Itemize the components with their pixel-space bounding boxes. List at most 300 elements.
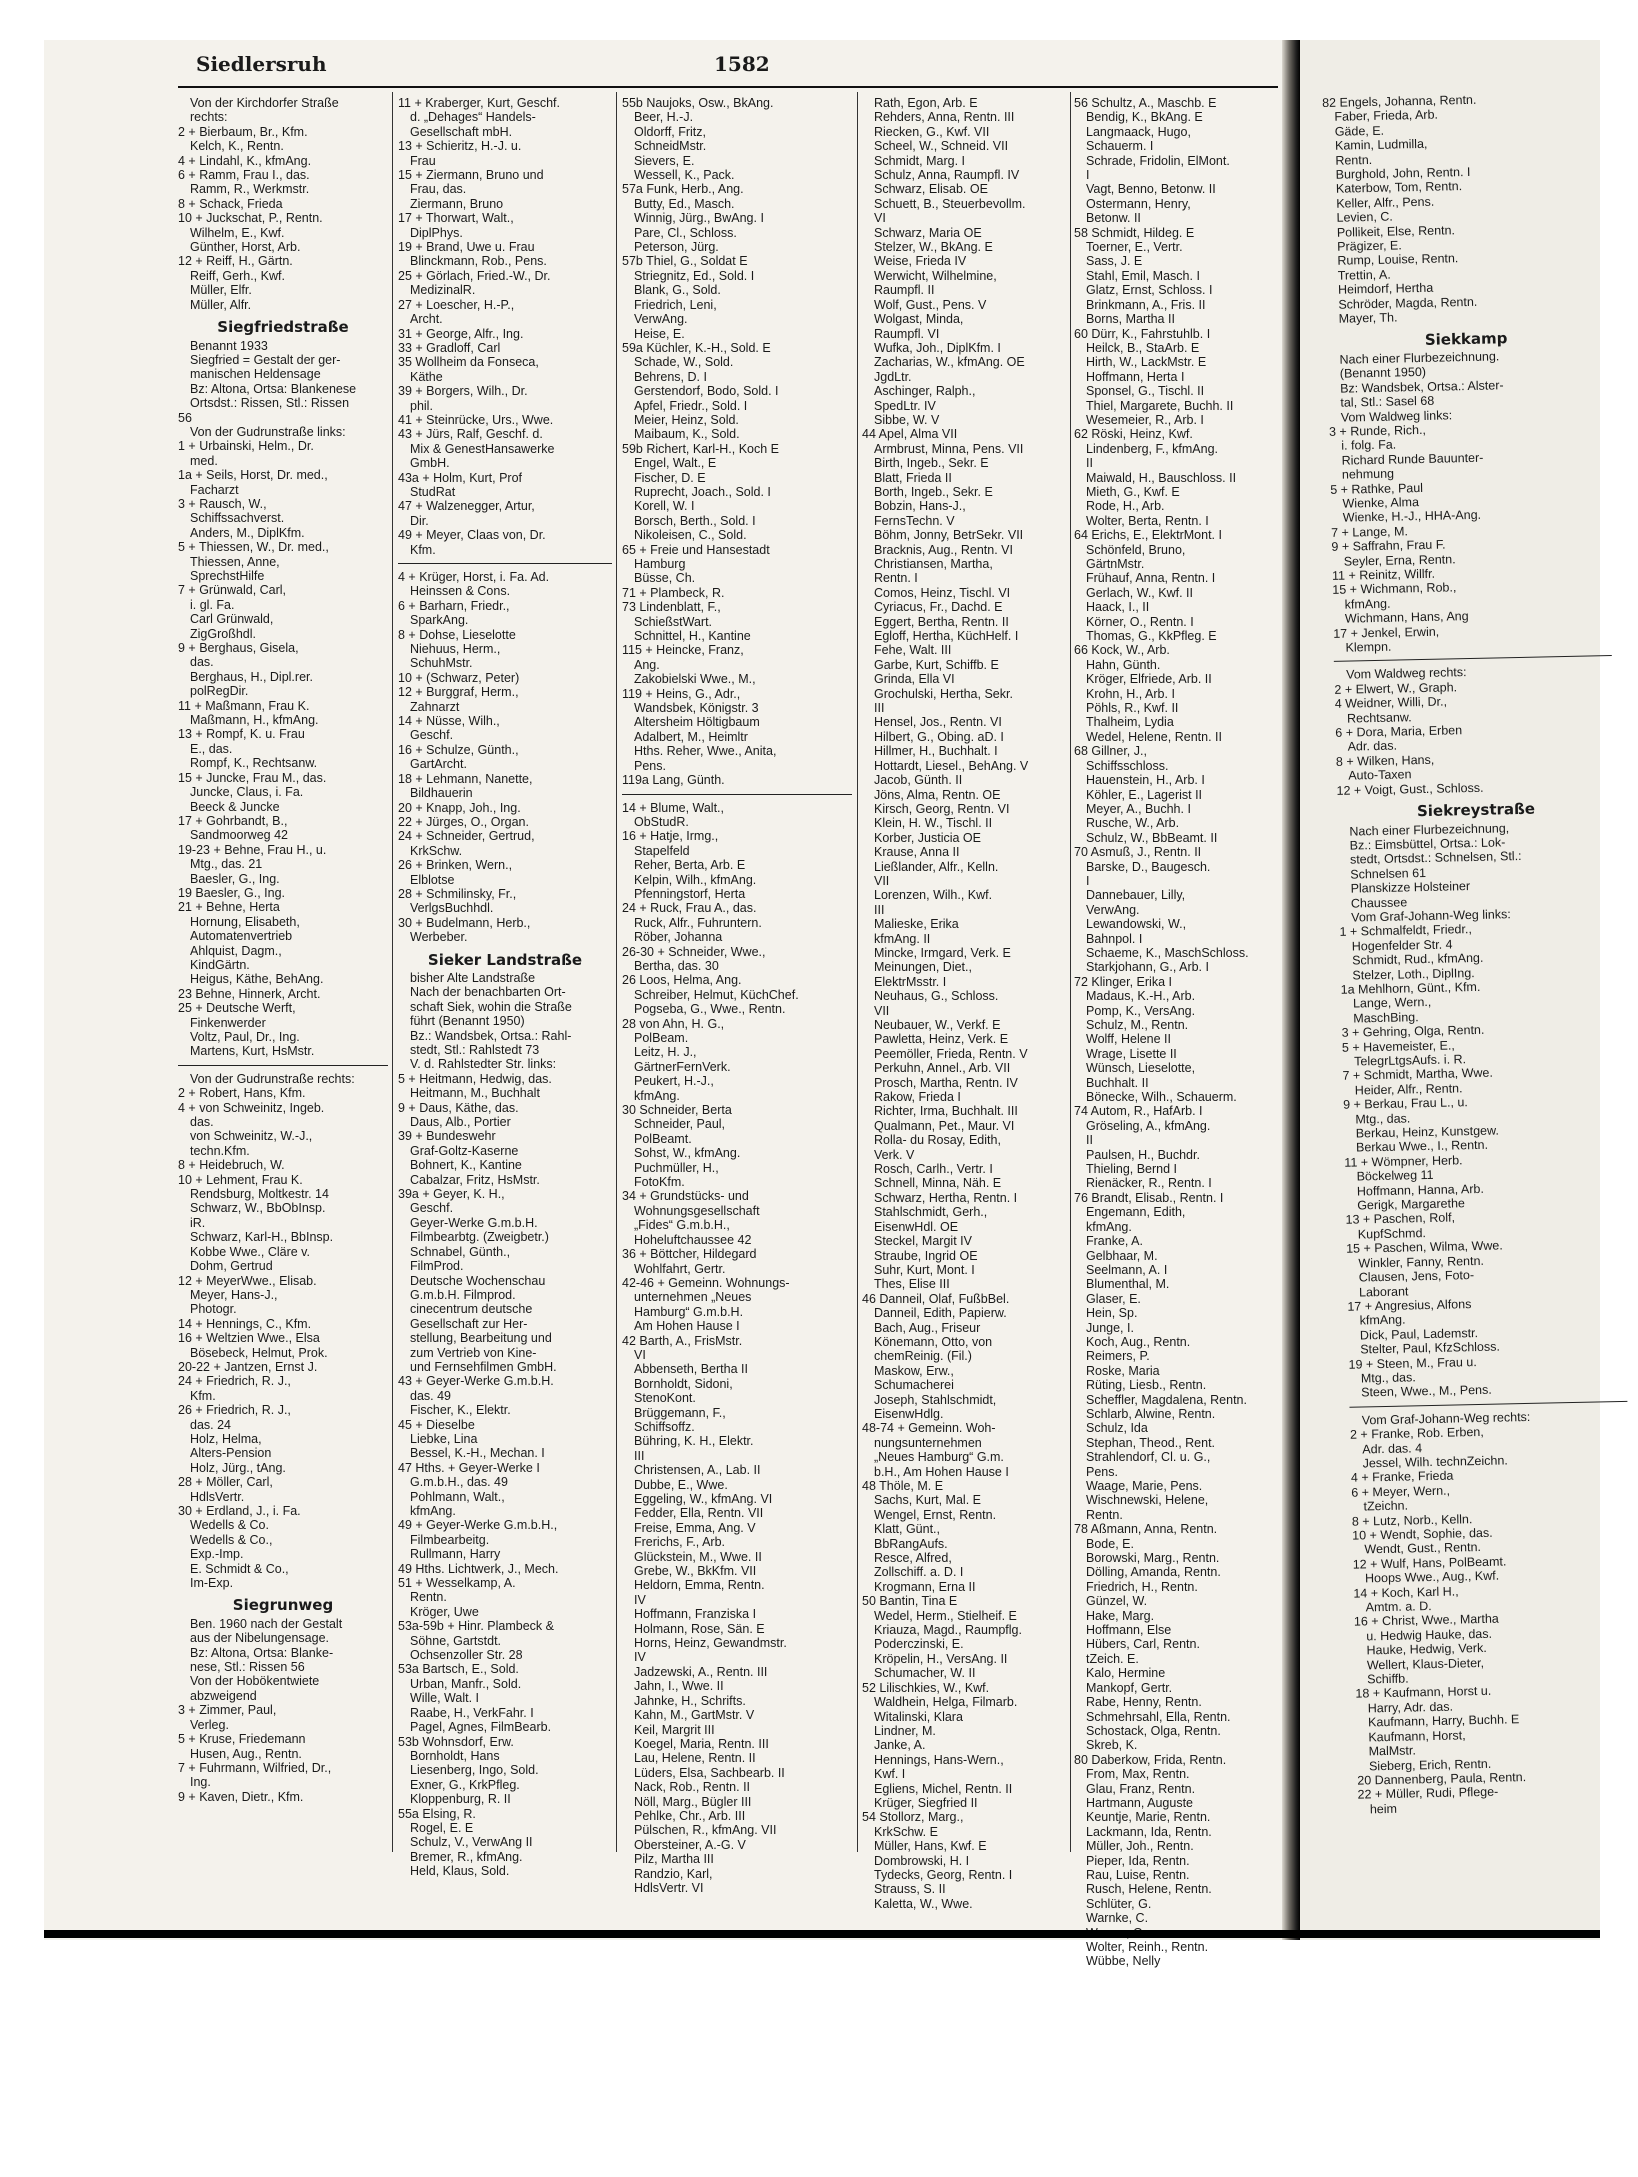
directory-entry: Schwarz, Karl-H., BbInsp. (190, 1230, 334, 1245)
directory-entry: Rakow, Frieda I (874, 1090, 961, 1105)
directory-entry: Liebke, Lina (410, 1431, 478, 1446)
directory-entry: Vom Waldweg rechts: (1345, 665, 1467, 683)
directory-entry: 5 + Kruse, Friedemann (178, 1732, 306, 1747)
directory-entry: Schmidt, Rud., kfmAng. (1351, 950, 1484, 968)
directory-entry: Winnig, Jürg., BwAng. I (634, 211, 764, 226)
directory-entry: Fedder, Ella, Rentn. VII (634, 1506, 764, 1521)
directory-entry: Bohnert, K., Kantine (410, 1158, 522, 1173)
directory-entry: Liesenberg, Ingo, Sold. (410, 1763, 539, 1778)
directory-entry: Maskow, Erw., (874, 1363, 954, 1378)
directory-entry: Wrage, Lisette II (1086, 1046, 1177, 1061)
directory-entry: Pare, Cl., Schloss. (634, 225, 737, 240)
directory-entry: Rau, Luise, Rentn. (1086, 1867, 1190, 1882)
directory-entry: Berkau, Heinz, Kunstgew. (1355, 1123, 1499, 1141)
directory-entry: 3 + Rausch, W., (178, 496, 267, 511)
directory-entry: Hennings, Hans-Wern., (874, 1752, 1004, 1767)
directory-entry: Thalheim, Lydia (1086, 715, 1174, 730)
directory-entry: 47 + Walzenegger, Artur, (398, 499, 535, 514)
directory-entry: EisenwHdl. OE (874, 1219, 959, 1234)
directory-entry: Katerbow, Tom, Rentn. (1335, 179, 1463, 197)
directory-entry: StenoKont. (634, 1391, 696, 1406)
directory-entry: Holz, Jürg., tAng. (190, 1460, 286, 1475)
directory-entry: G.m.b.H., das. 49 (410, 1475, 508, 1490)
directory-entry: Söhne, Gartstdt. (410, 1633, 502, 1648)
section-rule (398, 563, 612, 564)
directory-entry: Egliens, Michel, Rentn. II (874, 1781, 1013, 1796)
directory-entry: 3 + Gehring, Olga, Rentn. (1341, 1022, 1485, 1040)
directory-entry: Von der Gudrunstraße rechts: (190, 1071, 355, 1086)
book-gutter (1282, 40, 1300, 1940)
directory-entry: tal, Stl.: Sasel 68 (1340, 393, 1435, 410)
directory-entry: Mankopf, Gertr. (1086, 1680, 1173, 1695)
directory-entry: E., das. (190, 741, 233, 756)
directory-entry: Trettin, A. (1337, 267, 1391, 283)
directory-entry: Hamburg“ G.m.b.H. (634, 1304, 744, 1319)
directory-entry: Kwf. I (874, 1767, 906, 1782)
directory-entry: ElektrMsstr. I (874, 974, 947, 989)
directory-entry: Verleg. (190, 1717, 229, 1732)
directory-entry: Nöll, Marg., Bügler III (634, 1794, 752, 1809)
directory-column-3 (622, 96, 852, 1906)
directory-entry: Rendsburg, Moltkestr. 14 (190, 1187, 329, 1202)
directory-entry: Amtm. a. D. (1365, 1599, 1432, 1615)
directory-entry: Schmehrsahl, Ella, Rentn. (1086, 1709, 1231, 1724)
directory-entry: Holz, Helma, (190, 1431, 262, 1446)
directory-entry: IV (634, 1650, 646, 1665)
directory-entry: 12 + Reiff, H., Gärtn. (178, 254, 293, 269)
directory-entry: tZeichn. (1363, 1498, 1409, 1514)
directory-entry: Buchhalt. II (1086, 1075, 1149, 1090)
directory-entry: Rump, Louise, Rentn. (1337, 251, 1459, 269)
directory-entry: Bz: Wandsbek, Ortsa.: Alster- (1339, 377, 1504, 396)
directory-entry: Mtg., das. (1355, 1111, 1411, 1127)
directory-entry: 60 Dürr, K., Fahrstuhlb. I (1074, 326, 1211, 341)
directory-entry: Röber, Johanna (634, 930, 723, 945)
directory-entry: Schiffssachverst. (190, 511, 285, 526)
directory-entry: Dannebauer, Lilly, (1086, 888, 1186, 903)
directory-entry: Müller, Elfr. (190, 283, 252, 298)
directory-entry: Sohst, W., kfmAng. (634, 1146, 741, 1161)
column-divider (616, 92, 617, 1852)
directory-entry: Im-Exp. (190, 1576, 234, 1591)
directory-entry: G.m.b.H. Filmprod. (410, 1287, 516, 1302)
directory-entry: med. (190, 453, 218, 468)
directory-entry: nungsunternehmen (874, 1435, 982, 1450)
column-divider (392, 92, 393, 1852)
directory-entry: i. folg. Fa. (1341, 437, 1397, 454)
directory-entry: Photogr. (190, 1302, 237, 1317)
directory-entry: Lackmann, Ida, Rentn. (1086, 1824, 1212, 1839)
directory-entry: PolBeamt. (634, 1131, 692, 1146)
directory-entry: Schnittel, H., Kantine (634, 629, 751, 644)
directory-entry: Scheffler, Magdalena, Rentn. (1086, 1392, 1247, 1407)
directory-entry: Waldhein, Helga, Filmarb. (874, 1695, 1018, 1710)
directory-entry: 17 + Thorwart, Walt., (398, 211, 514, 226)
directory-column-4 (862, 96, 1068, 1911)
directory-entry: Bendig, K., BkAng. E (1086, 110, 1203, 125)
directory-entry: 16 + Christ, Wwe., Martha (1353, 1612, 1499, 1630)
directory-entry: Geschf. (410, 728, 454, 743)
directory-entry: 43 + Jürs, Ralf, Geschf. d. (398, 427, 543, 442)
directory-entry: 55a Elsing, R. (398, 1806, 476, 1821)
directory-entry: Juncke, Claus, i. Fa. (190, 785, 304, 800)
directory-entry: Wohlfahrt, Gertr. (634, 1261, 726, 1276)
directory-entry: Körner, O., Rentn. I (1086, 614, 1194, 629)
directory-entry: 8 + Schack, Frieda (178, 196, 283, 211)
directory-entry: PolBeam. (634, 1031, 689, 1045)
directory-entry: 2 + Franke, Rob. Erben, (1349, 1425, 1484, 1442)
directory-entry: Lange, Wern., (1352, 995, 1432, 1011)
directory-entry: kfmAng. II (874, 931, 931, 946)
directory-entry: Pfenningstorf, Herta (634, 886, 746, 901)
directory-entry: Bahnpol. I (1086, 931, 1143, 946)
directory-entry: Rentn. (1335, 152, 1373, 168)
directory-entry: 66 Kock, W., Arb. (1074, 643, 1170, 658)
directory-entry: Heider, Alfr., Rentn. (1354, 1081, 1463, 1098)
directory-entry: 41 + Steinrücke, Urs., Wwe. (398, 412, 554, 427)
directory-entry: 119 + Heins, G., Adr., (622, 686, 741, 701)
directory-entry: Jadzewski, A., Rentn. III (634, 1664, 768, 1679)
directory-entry: Urban, Manfr., Sold. (410, 1676, 522, 1691)
directory-entry: 17 + Gohrbandt, B., (178, 813, 288, 828)
directory-entry: Bz.: Eimsbüttel, Ortsa.: Lok- (1349, 835, 1506, 853)
directory-entry: 15 + Paschen, Wilma, Wwe. (1346, 1238, 1503, 1257)
directory-entry: 57b Thiel, G., Soldat E (622, 254, 748, 269)
directory-entry: Mix & GenestHansawerke (410, 441, 555, 456)
section-rule (1349, 1401, 1627, 1408)
directory-entry: Reher, Berta, Arb. E (634, 858, 746, 873)
directory-entry: „Neues Hamburg“ G.m. (874, 1450, 1004, 1465)
directory-entry: Mayer, Th. (1338, 310, 1398, 326)
directory-entry: KindGärtn. (190, 957, 250, 972)
directory-entry: 42-46 + Gemeinn. Wohnungs- (622, 1275, 790, 1290)
directory-entry: Kröger, Uwe (410, 1604, 479, 1619)
directory-entry: Grinda, Ella VI (874, 672, 955, 687)
directory-entry: Hake, Marg. (1086, 1608, 1155, 1623)
directory-entry: Vom Graf-Johann-Weg links: (1351, 907, 1511, 925)
directory-entry: MedizinalR. (410, 283, 476, 298)
directory-entry: Eggert, Bertha, Rentn. II (874, 614, 1009, 629)
directory-entry: iR. (190, 1215, 206, 1230)
directory-entry: Elblotse (410, 872, 455, 887)
directory-entry: Graf-Goltz-Kaserne (410, 1143, 519, 1158)
directory-entry: Günther, Horst, Arb. (190, 240, 301, 255)
directory-entry: III (874, 701, 885, 716)
directory-entry: 62 Röski, Heinz, Kwf. (1074, 427, 1193, 442)
directory-entry: IV (634, 1592, 646, 1607)
directory-entry: Automatenvertrieb (190, 929, 293, 944)
directory-entry: Hensel, Jos., Rentn. VI (874, 715, 1002, 730)
directory-entry: 14 + Blume, Walt., (622, 800, 725, 815)
directory-entry: Thomas, G., KkPfleg. E (1086, 629, 1217, 644)
directory-entry: 53a Bartsch, E., Sold. (398, 1662, 519, 1677)
directory-entry: Bach, Aug., Friseur (874, 1320, 981, 1335)
directory-entry: TelegrLtgsAufs. i. R. (1354, 1052, 1467, 1069)
directory-entry: ObStudR. (634, 814, 689, 829)
directory-entry: 26 + Brinken, Wern., (398, 858, 513, 873)
directory-entry: Scheel, W., Schneid. VII (874, 139, 1009, 154)
directory-entry: Steen, Wwe., M., Pens. (1361, 1383, 1492, 1400)
directory-entry: Borowski, Marg., Rentn. (1086, 1551, 1220, 1566)
directory-entry: 30 Schneider, Berta (622, 1103, 732, 1118)
directory-entry: 25 + Deutsche Werft, (178, 1001, 296, 1016)
directory-entry: Wichmann, Hans, Ang (1344, 609, 1469, 626)
directory-entry: FilmProd. (410, 1259, 464, 1274)
directory-entry: 6 + Meyer, Wern., (1351, 1483, 1451, 1500)
directory-entry: Wedells & Co. (190, 1518, 269, 1533)
directory-entry: Wolter, Berta, Rentn. I (1086, 513, 1209, 528)
directory-entry: Neubauer, W., Verkf. E (874, 1018, 1001, 1032)
directory-entry: Hoffmann, Else (1086, 1623, 1172, 1638)
directory-entry: Heitmann, M., Buchhalt (410, 1086, 540, 1101)
directory-entry: 35 Wollheim da Fonseca, (398, 355, 539, 370)
directory-entry: 58 Schmidt, Hildeg. E (1074, 225, 1195, 240)
directory-entry: V. d. Rahlstedter Str. links: (410, 1057, 557, 1072)
directory-entry: 54 Stollorz, Marg., (862, 1810, 964, 1825)
directory-entry: 15 + Ziermann, Bruno und (398, 168, 544, 183)
directory-entry: Fischer, D. E (634, 470, 706, 485)
directory-entry: 6 + Barharn, Friedr., (398, 598, 510, 613)
directory-entry: 9 + Berkau, Frau L., u. (1342, 1095, 1468, 1112)
directory-entry: 16 + Hatje, Irmg., (622, 829, 719, 844)
directory-entry: Wohnungsgesellschaft (634, 1203, 760, 1218)
directory-entry: Rentn. I (874, 571, 918, 586)
directory-entry: 5 + Rathke, Paul (1330, 480, 1424, 497)
directory-entry: Hottardt, Liesel., BehAng. V (874, 758, 1029, 773)
directory-entry: Schiffsoffz. (634, 1419, 695, 1434)
directory-column-5 (1074, 96, 1282, 1969)
directory-entry: Wellert, Klaus-Dieter, (1366, 1655, 1485, 1673)
directory-entry: HdlsVertr. (190, 1489, 245, 1504)
directory-entry: 43 + Geyer-Werke G.m.b.H. (398, 1374, 554, 1389)
directory-entry: 20-22 + Jantzen, Ernst J. (178, 1359, 318, 1374)
directory-entry: KrkSchw. (410, 843, 463, 858)
directory-entry: 76 Brandt, Elisab., Rentn. I (1074, 1190, 1224, 1205)
directory-entry: Planskizze Holsteiner (1350, 879, 1471, 896)
directory-entry: Langmaack, Hugo, (1086, 124, 1191, 139)
directory-entry: Pöhls, R., Kwf. II (1086, 701, 1179, 716)
directory-entry: Kfm. (410, 542, 436, 557)
street-heading: Siekreystraße (1416, 799, 1536, 821)
directory-entry: Cabalzar, Fritz, HsMstr. (410, 1172, 540, 1187)
directory-entry: Chaussee (1350, 894, 1408, 911)
directory-entry: 119a Lang, Günth. (622, 773, 725, 788)
directory-entry: 73 Lindenblatt, F., (622, 600, 721, 615)
directory-entry: Riecken, G., Kwf. VII (874, 124, 990, 139)
directory-entry: I (1086, 168, 1090, 183)
directory-entry: GmbH. (410, 456, 450, 471)
directory-entry: 13 + Schieritz, H.-J. u. (398, 139, 522, 154)
directory-entry: 34 + Grundstücks- und (622, 1189, 749, 1204)
directory-entry: 49 + Geyer-Werke G.m.b.H., (398, 1518, 558, 1533)
directory-entry: VII (874, 1003, 890, 1018)
directory-entry: Zacharias, W., kfmAng. OE (874, 355, 1025, 370)
directory-entry: Behrens, D. I (634, 369, 707, 384)
directory-entry: Mieth, G., Kwf. E (1086, 484, 1180, 499)
directory-entry: Haack, I., II (1086, 600, 1150, 615)
directory-entry: Kröger, Elfriede, Arb. II (1086, 672, 1212, 687)
directory-entry: VerlgsBuchhdl. (410, 901, 494, 916)
directory-entry: Wendt, Gust., Rentn. (1364, 1540, 1482, 1557)
directory-entry: manischen Heldensage (190, 367, 321, 382)
directory-entry: HdlsVertr. VI (634, 1880, 704, 1895)
directory-entry: Pülschen, R., kfmAng. VII (634, 1823, 777, 1838)
directory-entry: Alters-Pension (190, 1446, 272, 1461)
directory-entry: Könemann, Otto, von (874, 1334, 993, 1349)
directory-entry: stedt, Ortsdst.: Schnelsen, Stl.: (1349, 849, 1522, 867)
directory-entry: Richter, Irma, Buchhalt. III (874, 1104, 1018, 1119)
directory-entry: Exp.-Imp. (190, 1547, 244, 1562)
directory-entry: 59b Richert, Karl-H., Koch E (622, 441, 780, 456)
directory-entry: MalMstr. (1368, 1743, 1417, 1759)
directory-entry: Klatt, Günt., (874, 1522, 941, 1537)
directory-entry: 12 + Voigt, Gust., Schloss. (1336, 780, 1484, 798)
directory-entry: Stahl, Emil, Masch. I (1086, 268, 1200, 283)
directory-entry: Dohm, Gertrud (190, 1259, 273, 1274)
directory-entry: 10 + Lehment, Frau K. (178, 1172, 303, 1187)
directory-entry: 72 Klinger, Erika I (1074, 974, 1172, 989)
directory-entry: Kriauza, Magd., Raumpflg. (874, 1623, 1022, 1638)
directory-entry: Sass, J. E (1086, 254, 1143, 269)
directory-entry: Rullmann, Harry (410, 1547, 501, 1562)
directory-entry: 22 + Müller, Rudi, Pflege- (1357, 1784, 1499, 1802)
directory-entry: Kamin, Ludmilla, (1334, 137, 1428, 153)
directory-entry: 1 + Schmalfeldt, Friedr., (1339, 922, 1472, 940)
directory-entry: Raumpfl. II (874, 283, 935, 298)
directory-entry: 71 + Plambeck, R. (622, 585, 725, 600)
directory-entry: Barske, D., Baugesch. (1086, 859, 1211, 874)
directory-entry: unternehmen „Neues (634, 1290, 752, 1305)
directory-entry: Wienke, Alma (1342, 495, 1420, 511)
directory-entry: 51 + Wesselkamp, A. (398, 1576, 516, 1591)
directory-entry: Fischer, K., Elektr. (410, 1403, 511, 1418)
directory-entry: Mtg., das. (1360, 1370, 1416, 1386)
directory-entry: 59a Küchler, K.-H., Sold. E (622, 340, 771, 355)
directory-entry: Gelbhaar, M. (1086, 1248, 1158, 1263)
directory-entry: 49 Hths. Lichtwerk, J., Mech. (398, 1561, 559, 1576)
directory-entry: Ben. 1960 nach der Gestalt (190, 1616, 343, 1631)
directory-entry: Witalinski, Klara (874, 1709, 963, 1724)
directory-entry: Toerner, E., Vertr. (1086, 240, 1183, 255)
directory-entry: Schulz, Anna, Raumpfl. IV (874, 168, 1020, 183)
directory-entry: Altersheim Höltigbaum (634, 715, 760, 730)
directory-entry: Wufka, Joh., DiplKfm. I (874, 340, 1001, 355)
directory-entry: Dombrowski, H. I (874, 1853, 970, 1868)
directory-entry: 7 + Fuhrmann, Wilfried, Dr., (178, 1760, 332, 1775)
directory-entry: kfmAng. (1344, 596, 1391, 612)
directory-entry: 26 + Friedrich, R. J., (178, 1403, 291, 1418)
directory-entry: Hoffmann, Franziska I (634, 1607, 757, 1622)
directory-entry: Kalo, Hermine (1086, 1666, 1166, 1681)
directory-entry: 1a Mehlhorn, Günt., Kfm. (1340, 979, 1481, 997)
directory-entry: Betonw. II (1086, 211, 1141, 226)
directory-entry: Kahn, M., GartMstr. V (634, 1708, 755, 1723)
directory-entry: 55b Naujoks, Osw., BkAng. (622, 96, 774, 110)
directory-entry: 25 + Görlach, Fried.-W., Dr. (398, 268, 551, 283)
directory-entry: Rehders, Anna, Rentn. III (874, 110, 1015, 125)
directory-entry: Schiffb. (1367, 1671, 1409, 1687)
street-heading: Sieker Landstraße (427, 950, 583, 969)
directory-entry: 22 + Jürges, O., Organ. (398, 814, 529, 829)
directory-entry: Rode, H., Arb. (1086, 499, 1165, 514)
directory-entry: Rusche, W., Arb. (1086, 816, 1180, 831)
directory-entry: SchneidMstr. (634, 139, 707, 154)
street-heading: Siegrunweg (232, 1596, 334, 1615)
directory-entry: 28 + Möller, Carl, (178, 1475, 273, 1490)
directory-entry: Wünsch, Lieselotte, (1086, 1061, 1196, 1076)
directory-entry: Bühring, K. H., Elektr. (634, 1434, 754, 1449)
directory-entry: Cyriacus, Fr., Dachd. E (874, 600, 1003, 615)
directory-entry: Bertha, das. 30 (634, 958, 719, 973)
directory-entry: Franke, A. (1086, 1234, 1143, 1249)
directory-entry: aus der Nibelungensage. (190, 1631, 329, 1646)
directory-entry: Schwarz, W., BbObInsp. (190, 1201, 326, 1216)
directory-entry: Sponsel, G., Tischl. II (1086, 384, 1205, 399)
directory-entry: Grochulski, Hertha, Sekr. (874, 686, 1013, 701)
directory-entry: Clausen, Jens, Foto- (1358, 1268, 1475, 1285)
directory-entry: Engel, Walt., E (634, 456, 717, 471)
directory-entry: chemReinig. (Fil.) (874, 1349, 972, 1364)
directory-entry: Hornung, Elisabeth, (190, 914, 300, 929)
directory-entry: 15 + Wichmann, Rob., (1332, 580, 1457, 598)
directory-entry: Holmann, Rose, Sän. E (634, 1621, 765, 1636)
directory-entry: 46 Danneil, Olaf, FußbBel. (862, 1291, 1010, 1306)
directory-entry: 3 + Runde, Rich., (1328, 422, 1427, 439)
directory-entry: Hein, Sp. (1086, 1306, 1138, 1321)
directory-entry: SpedLtr. IV (874, 398, 936, 413)
directory-entry: Schulz, V., VerwAng II (410, 1835, 533, 1850)
directory-entry: Gerlach, W., Kwf. II (1086, 585, 1193, 600)
directory-entry: Richard Runde Bauunter- (1341, 450, 1484, 468)
directory-entry: 17 + Angresius, Alfons (1347, 1297, 1472, 1314)
directory-entry: Striegnitz, Ed., Sold. I (634, 268, 755, 283)
directory-entry: Hirth, W., LackMstr. E (1086, 355, 1207, 370)
directory-entry: Aschinger, Ralph., (874, 384, 976, 399)
directory-entry: 4 + von Schweinitz, Ingeb. (178, 1100, 325, 1115)
directory-entry: Bracknis, Aug., Rentn. VI (874, 542, 1013, 557)
directory-entry: Schostack, Olga, Rentn. (1086, 1723, 1221, 1738)
directory-entry: GärtnerFernVerk. (634, 1059, 731, 1074)
directory-entry: Raumpfl. VI (874, 326, 940, 341)
directory-entry: Burghold, John, Rentn. I (1335, 164, 1471, 182)
directory-entry: Borns, Martha II (1086, 312, 1175, 327)
header-rule (178, 86, 1278, 88)
directory-entry: Ochsenzoller Str. 28 (410, 1648, 523, 1663)
directory-entry: das. (190, 1115, 214, 1130)
directory-entry: Waage, Marie, Pens. (1086, 1479, 1203, 1493)
directory-entry: Rolla- du Rosay, Edith, (874, 1133, 1001, 1148)
directory-entry: Keuntje, Marie, Rentn. (1086, 1810, 1211, 1825)
directory-entry: 39a + Geyer, K. H., (398, 1187, 505, 1202)
directory-entry: Wolgast, Minda, (874, 312, 964, 327)
directory-entry: Stelzer, Loth., DiplIng. (1352, 965, 1475, 983)
directory-entry: Randzio, Karl, (634, 1866, 713, 1881)
directory-entry: 24 + Ruck, Frau A., das. (622, 901, 757, 916)
directory-entry: Prägizer, E. (1337, 238, 1402, 254)
directory-entry: Lau, Helene, Rentn. II (634, 1751, 756, 1766)
directory-entry: 14 + Hennings, C., Kfm. (178, 1316, 312, 1331)
directory-entry: Böhm, Jonny, BetrSekr. VII (874, 528, 1024, 543)
directory-entry: Glau, Franz, Rentn. (1086, 1781, 1196, 1796)
directory-entry: Rogel, E. E (410, 1820, 474, 1835)
directory-entry: 5 + Havemeister, E., (1341, 1038, 1455, 1055)
directory-entry: Peukert, H.-J., (634, 1074, 714, 1089)
directory-entry: Werbeber. (410, 930, 468, 945)
directory-entry: Verk. V (874, 1147, 915, 1162)
directory-entry: III (634, 1448, 645, 1463)
directory-entry: Wienke, H.-J., HHA-Ang. (1342, 508, 1482, 526)
directory-entry: Bode, E. (1086, 1536, 1134, 1551)
